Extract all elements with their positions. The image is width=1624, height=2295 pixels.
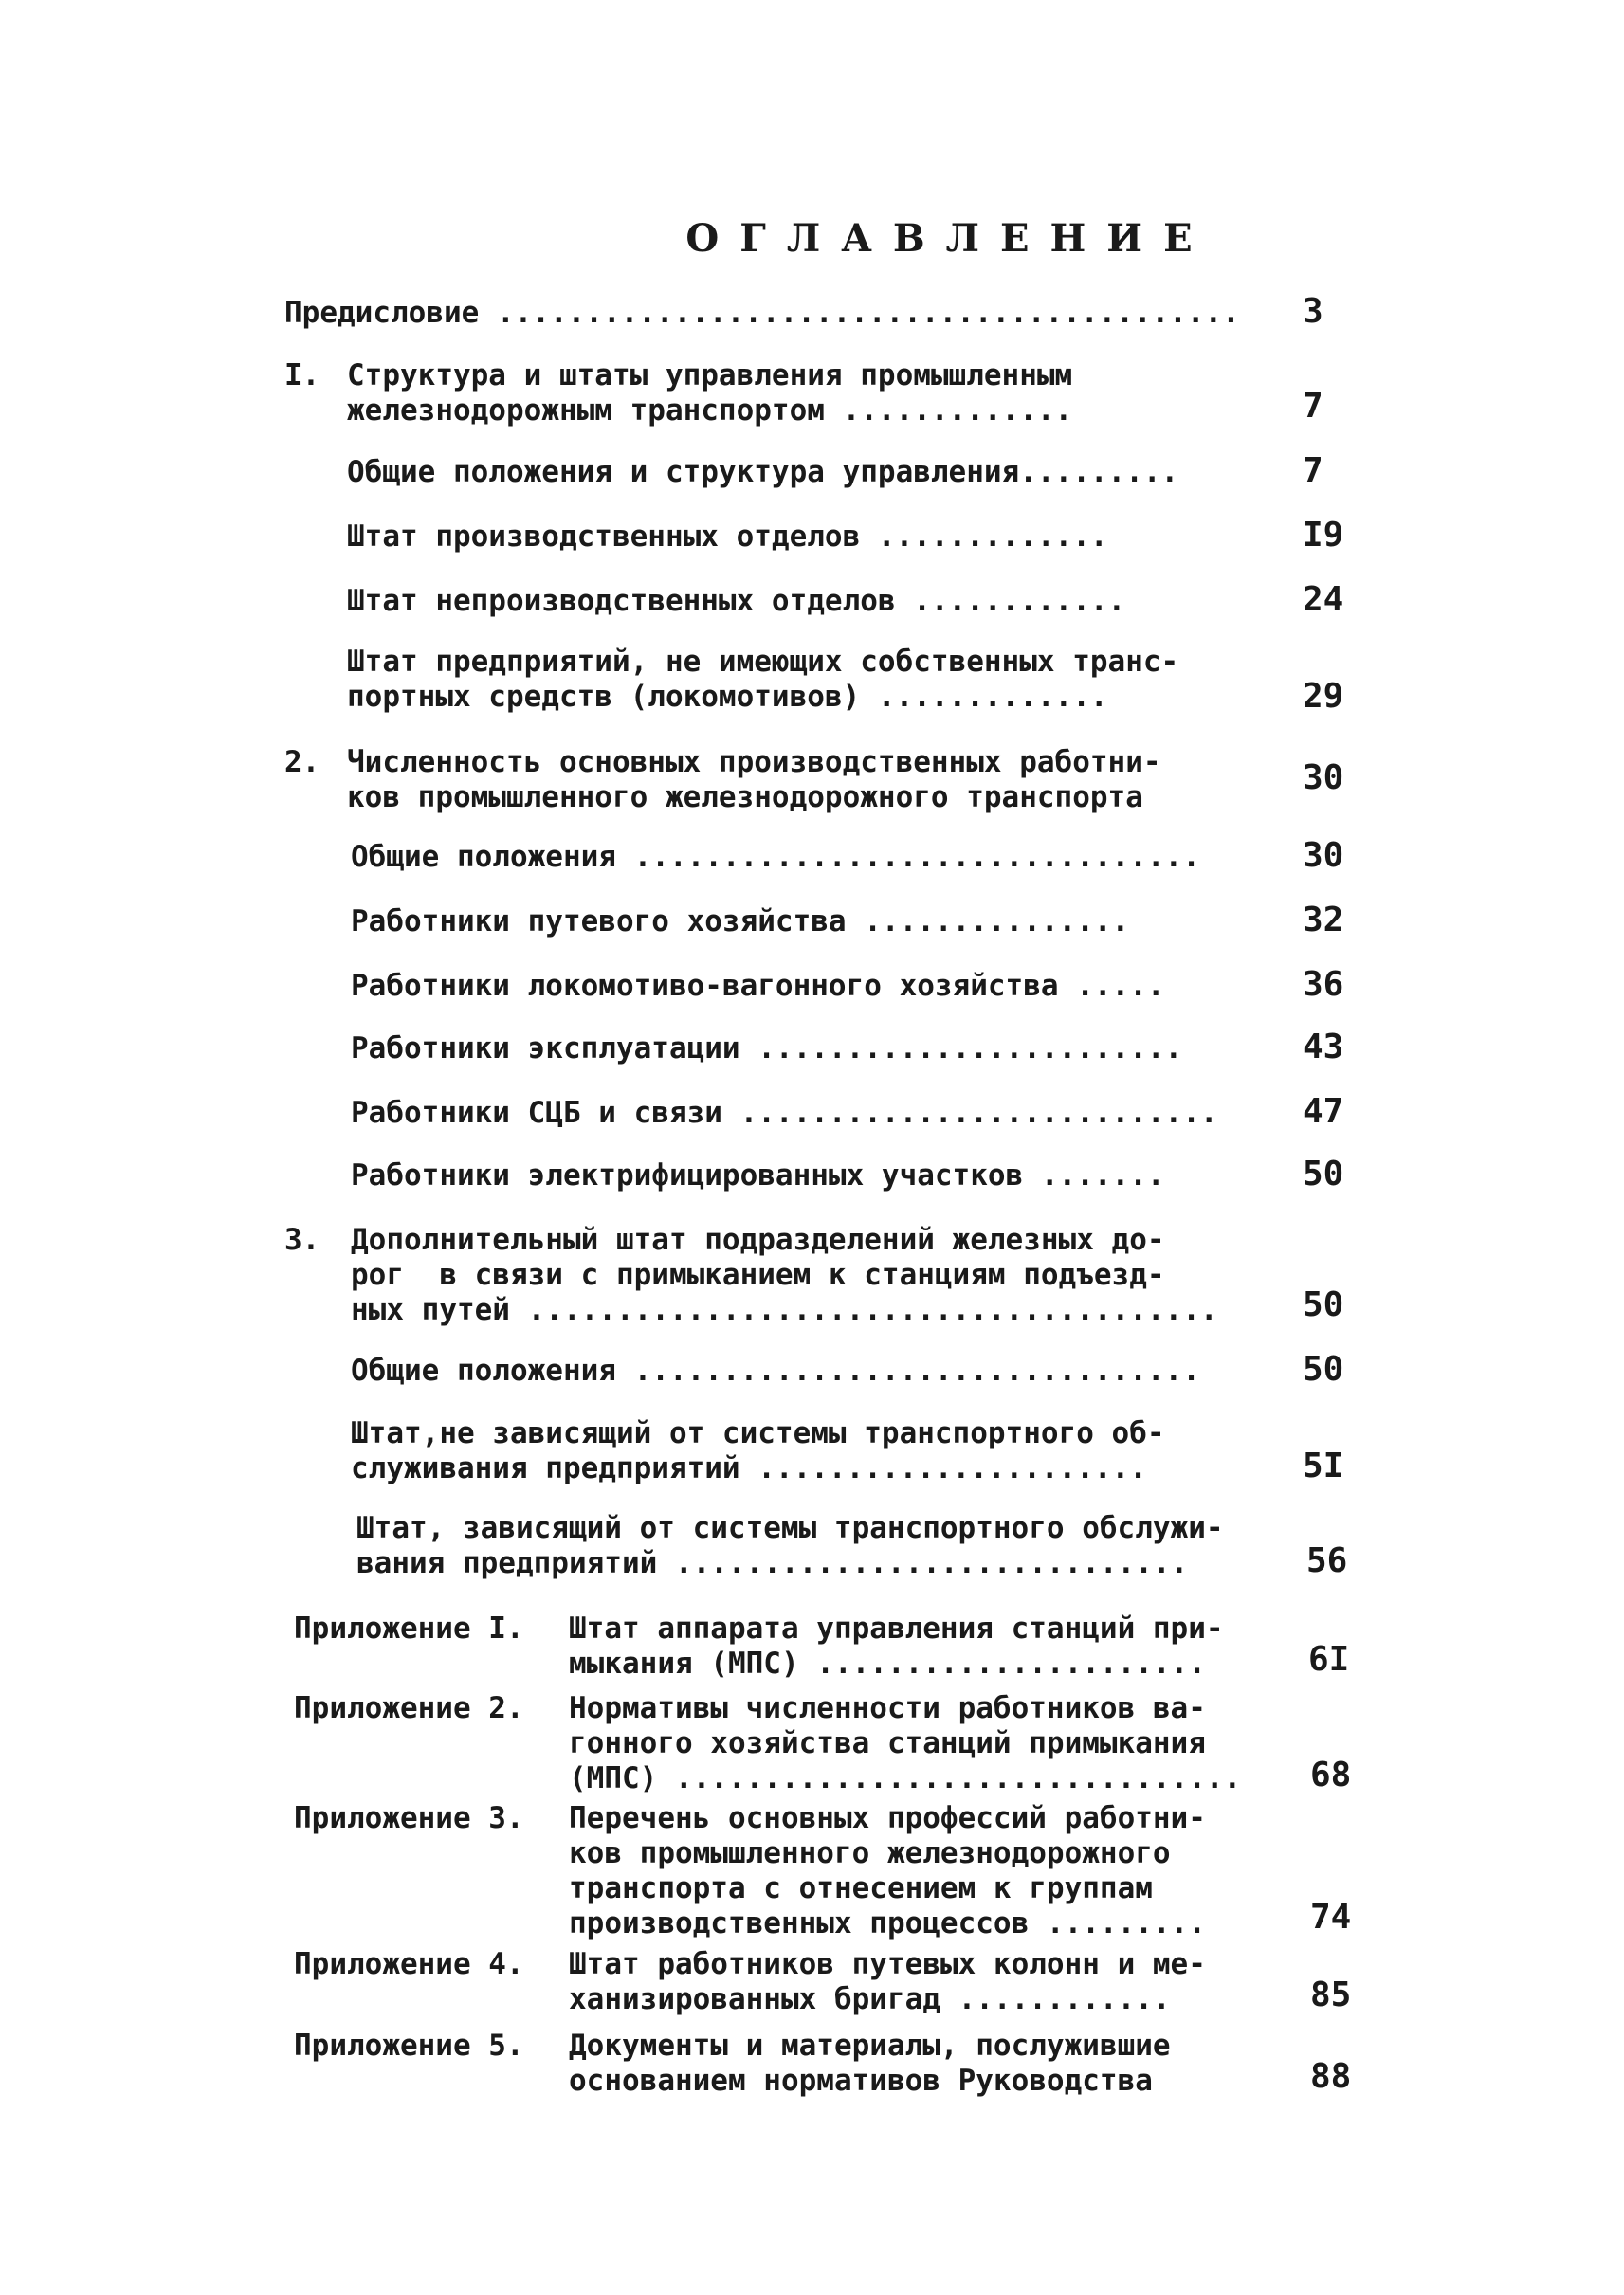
- entry-line: рог в связи с примыканием к станциям подъезд-: [351, 1258, 1165, 1292]
- toc-entry: [347, 455, 1178, 490]
- toc-entry: [356, 1511, 1224, 1581]
- entry-line: ков промышленного железнодорожного транспорта: [347, 780, 1143, 814]
- toc-entry: [351, 1158, 1165, 1193]
- entry-line: (МПС) ................................: [569, 1761, 1242, 1795]
- entry-line: Структура и штаты управления промышленным: [347, 358, 1073, 392]
- toc-entry: [351, 1223, 1218, 1328]
- entry-number: Приложение 5.: [294, 2029, 524, 2063]
- entry-line: Работники электрифицированных участков .......: [351, 1158, 1165, 1193]
- entry-line: ных путей .......................................: [351, 1293, 1218, 1327]
- entry-line: Штат производственных отделов .............: [347, 519, 1108, 554]
- entry-number: I.: [284, 358, 320, 392]
- toc-entry: [347, 358, 1072, 428]
- entry-line: Работники эксплуатации ........................: [351, 1031, 1183, 1066]
- entry-line: Общие положения ................................: [351, 1354, 1200, 1388]
- page-number: 30: [1303, 836, 1344, 875]
- entry-line: Нормативы численности работников ва-: [569, 1691, 1206, 1725]
- toc-entry: [347, 584, 1125, 619]
- entry-line: Работники локомотиво-вагонного хозяйства .....: [351, 969, 1165, 1003]
- entry-line: Штат аппарата управления станций при-: [569, 1612, 1224, 1646]
- toc-entry: [569, 2029, 1171, 2099]
- toc-entry: [351, 1096, 1218, 1131]
- entry-line: основанием нормативов Руководства: [569, 2064, 1153, 2098]
- page-number: 3: [1303, 292, 1323, 331]
- entry-line: железнодорожным транспортом .............: [347, 393, 1073, 428]
- toc-entry: [569, 1691, 1241, 1796]
- entry-line: Численность основных производственных работни-: [347, 745, 1161, 779]
- entry-line: Работники путевого хозяйства ...............: [351, 904, 1130, 938]
- toc-entry: [351, 840, 1200, 875]
- entry-line: Перечень основных профессий работни-: [569, 1801, 1206, 1835]
- toc-entry: [569, 1801, 1206, 1941]
- entry-number: Приложение I.: [294, 1612, 524, 1646]
- entry-line: ков промышленного железнодорожного: [569, 1836, 1171, 1870]
- toc-entry: [284, 296, 1240, 331]
- entry-line: Штат непроизводственных отделов ............: [347, 584, 1126, 618]
- page-number: 32: [1303, 901, 1344, 939]
- entry-line: служивания предприятий ......................: [351, 1451, 1147, 1485]
- page-number: 43: [1303, 1028, 1344, 1066]
- page-number: 7: [1303, 451, 1323, 490]
- entry-line: гонного хозяйства станций примыкания: [569, 1726, 1206, 1760]
- page-number: 50: [1303, 1350, 1344, 1389]
- entry-line: Штат работников путевых колонн и ме-: [569, 1947, 1206, 1981]
- entry-line: транспорта с отнесением к группам: [569, 1871, 1153, 1905]
- page-number: 50: [1303, 1285, 1344, 1324]
- page-number: 85: [1310, 1976, 1352, 2014]
- page-number: 5I: [1303, 1447, 1344, 1485]
- entry-line: вания предприятий .............................: [356, 1546, 1189, 1580]
- entry-line: Работники СЦБ и связи ...........................: [351, 1096, 1218, 1130]
- page-number: 29: [1303, 677, 1344, 716]
- entry-line: Общие положения и структура управления.........: [347, 455, 1179, 489]
- page-number: 68: [1310, 1756, 1352, 1794]
- page-number: 7: [1303, 387, 1323, 426]
- toc-entry: [569, 1947, 1206, 2017]
- entry-line: ханизированных бригад ............: [569, 1982, 1171, 2016]
- page-number: 47: [1303, 1092, 1344, 1131]
- entry-number: Приложение 3.: [294, 1801, 524, 1835]
- toc-entry: [351, 1416, 1165, 1486]
- entry-line: Предисловие ..........................................: [284, 296, 1240, 330]
- toc-entry: [351, 969, 1165, 1004]
- entry-line: Штат, зависящий от системы транспортного обслужи-: [356, 1511, 1224, 1545]
- page-number: 36: [1303, 965, 1344, 1004]
- page-number: 50: [1303, 1155, 1344, 1193]
- entry-number: 2.: [284, 745, 320, 779]
- entry-line: Штат,не зависящий от системы транспортного об-: [351, 1416, 1165, 1450]
- entry-line: производственных процессов .........: [569, 1906, 1206, 1940]
- toc-entry: [347, 645, 1178, 715]
- toc-entry: [351, 1031, 1182, 1066]
- entry-line: мыкания (МПС) ......................: [569, 1647, 1206, 1681]
- entry-number: 3.: [284, 1223, 320, 1257]
- page-title: ОГЛАВЛЕНИЕ: [685, 216, 1213, 261]
- toc-entry: [347, 745, 1161, 815]
- page-number: 88: [1310, 2057, 1352, 2096]
- toc-entry: [351, 904, 1129, 939]
- page-number: 24: [1303, 580, 1344, 619]
- toc-entry: [351, 1354, 1200, 1389]
- page-number: 30: [1303, 758, 1344, 797]
- entry-line: Дополнительный штат подразделений железных до-: [351, 1223, 1165, 1257]
- entry-line: Штат предприятий, не имеющих собственных транс-: [347, 645, 1179, 679]
- entry-line: Общие положения ................................: [351, 840, 1200, 874]
- page-number: 74: [1310, 1898, 1352, 1937]
- toc-entry: [347, 519, 1108, 555]
- page-number: 56: [1306, 1541, 1348, 1580]
- page-number: I9: [1303, 516, 1344, 555]
- entry-line: Документы и материалы, послужившие: [569, 2029, 1171, 2063]
- entry-line: портных средств (локомотивов) .............: [347, 680, 1108, 714]
- entry-number: Приложение 2.: [294, 1691, 524, 1725]
- toc-entry: [569, 1612, 1224, 1682]
- page-number: 6I: [1308, 1640, 1350, 1679]
- entry-number: Приложение 4.: [294, 1947, 524, 1981]
